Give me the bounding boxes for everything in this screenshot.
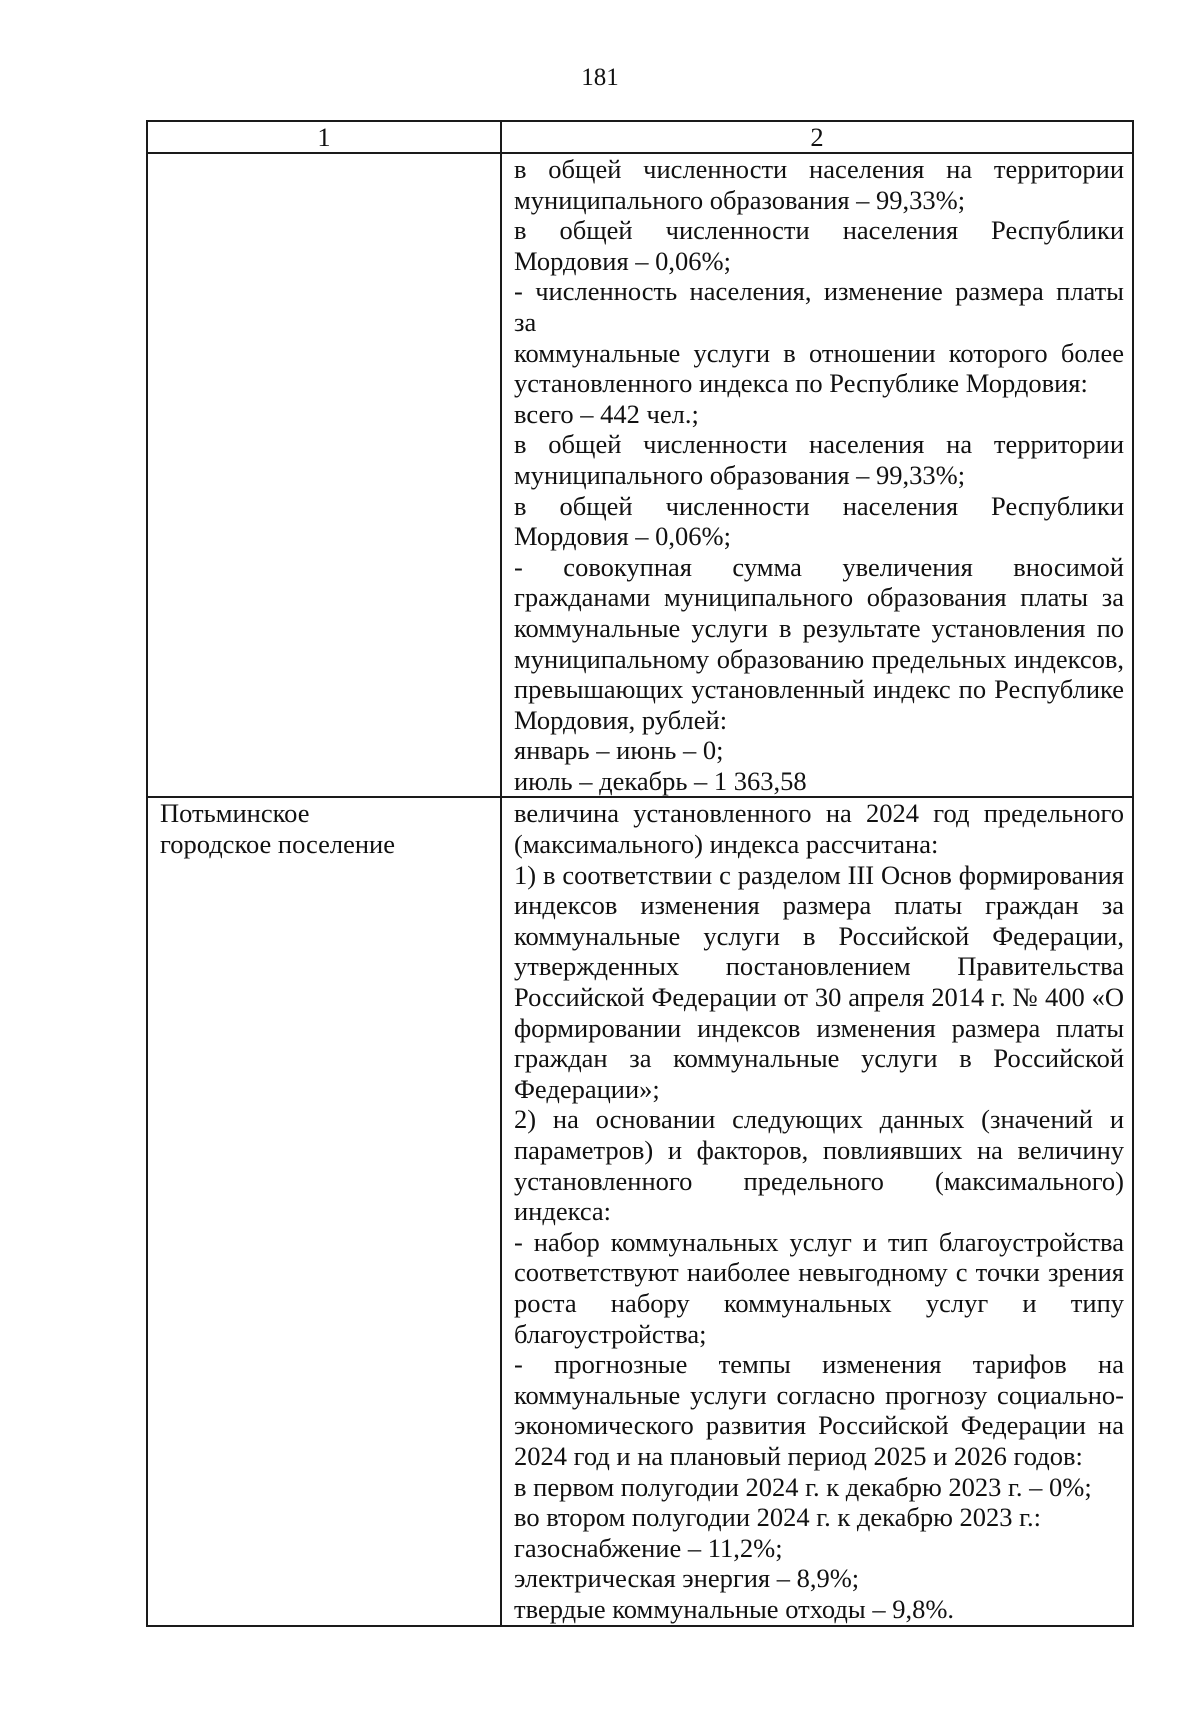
description-line: в общей численности населения Республики [514, 490, 1124, 521]
description-line: параметров) и факторов, повлиявших на величину [514, 1135, 1124, 1165]
column-header-2: 2 [501, 121, 1133, 153]
description-line: в общей численности населения на территории [514, 429, 1124, 460]
description-line: муниципальному образованию предельных индексов, [514, 643, 1124, 674]
description-line: коммунальные услуги в отношении которого более [514, 337, 1124, 368]
table-header-row [147, 121, 1133, 153]
description-line: установленного предельного (максимального) [514, 1165, 1124, 1196]
description-line: Мордовия, рублей: [514, 704, 728, 735]
municipality-name-line: Потьминское [160, 798, 310, 829]
cell-description [501, 797, 1133, 1625]
description-line: твердые коммунальные отходы – 9,8%. [514, 1593, 955, 1624]
description-line: газоснабжение – 11,2%; [514, 1532, 783, 1563]
description-line: январь – июнь – 0; [514, 735, 724, 766]
description-line: граждан за коммунальные услуги в Российской [514, 1043, 1124, 1074]
description-line: экономического развития Российской Федерации на [514, 1410, 1124, 1441]
description-line: индекса: [514, 1196, 612, 1227]
description-line: формировании индексов изменения размера платы [514, 1012, 1124, 1043]
description-line: превышающих установленный индекс по Республике [514, 674, 1124, 705]
description-line: в первом полугодии 2024 г. к декабрю 2023 г. – 0%; [514, 1471, 1092, 1502]
description-line: - совокупная сумма увеличения вносимой [514, 551, 1124, 582]
description-line: коммунальные услуги согласно прогнозу социально- [514, 1379, 1124, 1410]
description-line: утвержденных постановлением Правительства [514, 951, 1124, 982]
description-line: электрическая энергия – 8,9%; [514, 1563, 860, 1594]
description-line: - численность населения, изменение размера платы за [514, 276, 1124, 337]
table-row [147, 153, 1133, 797]
description-line: Мордовия – 0,06%; [514, 245, 731, 276]
description-line: гражданами муниципального образования платы за [514, 582, 1124, 613]
description-line: всего – 442 чел.; [514, 398, 699, 429]
description-line: индексов изменения размера платы граждан за [514, 890, 1124, 921]
page-number: 181 [581, 64, 619, 91]
description-line: муниципального образования – 99,33%; [514, 184, 966, 215]
description-line: роста набору коммунальных услуг и типу [514, 1287, 1124, 1318]
description-line: благоустройства; [514, 1318, 707, 1349]
description-line: коммунальные услуги в Российской Федерации, [514, 920, 1124, 951]
municipality-name-line: городское поселение [160, 829, 395, 860]
description-line: муниципального образования – 99,33%; [514, 459, 966, 490]
description-line: во втором полугодии 2024 г. к декабрю 2023 г.: [514, 1502, 1042, 1533]
description-line: июль – декабрь – 1 363,58 [514, 765, 807, 796]
description-line: - набор коммунальных услуг и тип благоустройства [514, 1226, 1124, 1257]
description-line: 2024 год и на плановый период 2025 и 2026 годов: [514, 1440, 1083, 1471]
description-line: установленного индекса по Республике Мордовия: [514, 368, 1088, 399]
description-line: коммунальные услуги в результате установления по [514, 612, 1124, 643]
document-table [146, 120, 1134, 1627]
description-line: Федерации»; [514, 1073, 660, 1104]
cell-municipality [147, 153, 501, 797]
description-line: (максимального) индекса рассчитана: [514, 829, 939, 860]
description-line: 1) в соответствии с разделом III Основ формирования [514, 859, 1124, 890]
description-line: в общей численности населения на территории [514, 154, 1124, 184]
description-line: Российской Федерации от 30 апреля 2014 г. № 400 «О [514, 982, 1124, 1013]
cell-description [501, 153, 1133, 797]
table-row [147, 797, 1133, 1625]
description-line: соответствуют наиболее невыгодному с точки зрения [514, 1257, 1124, 1288]
description-line: величина установленного на 2024 год предельного [514, 798, 1124, 829]
column-header-1: 1 [147, 121, 501, 153]
table-body [147, 153, 1133, 1626]
description-line: - прогнозные темпы изменения тарифов на [514, 1349, 1124, 1380]
description-line: 2) на основании следующих данных (значений и [514, 1104, 1124, 1135]
cell-municipality [147, 797, 501, 1625]
description-line: Мордовия – 0,06%; [514, 521, 731, 552]
description-line: в общей численности населения Республики [514, 215, 1124, 246]
